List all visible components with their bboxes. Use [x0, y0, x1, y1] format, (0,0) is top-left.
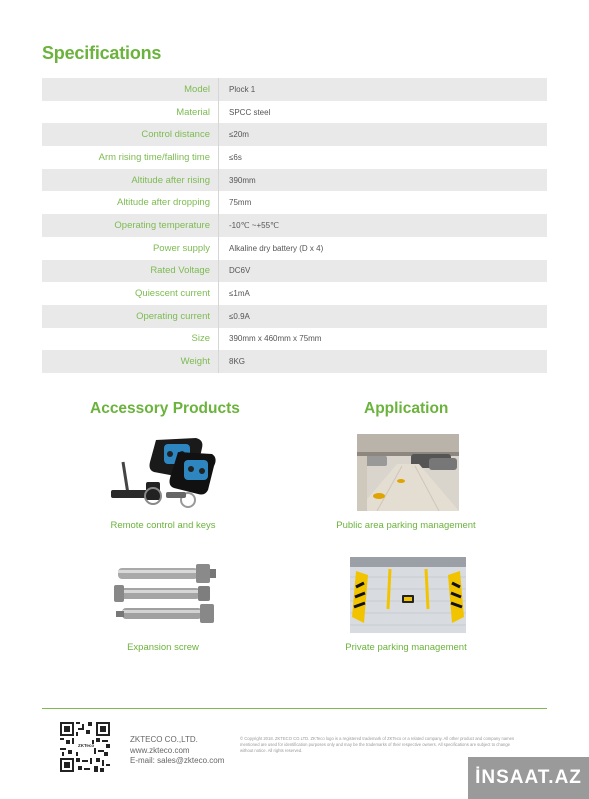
spec-label: Rated Voltage — [42, 260, 219, 283]
spec-value: ≤1mA — [229, 289, 250, 299]
spec-row — [42, 191, 547, 214]
public-parking-photo — [357, 434, 459, 511]
spec-label: Control distance — [42, 123, 219, 146]
remote-keys-caption: Remote control and keys — [110, 520, 216, 531]
spec-label: Weight — [42, 350, 219, 373]
spec-row — [42, 101, 547, 124]
private-parking-caption: Private parking management — [345, 642, 467, 653]
spec-label: Power supply — [42, 237, 219, 260]
spec-value: SPCC steel — [229, 107, 271, 117]
public-parking-caption: Public area parking management — [336, 520, 476, 531]
spec-value: 8KG — [229, 357, 246, 367]
private-parking-photo — [350, 557, 466, 633]
company-contact — [130, 735, 224, 767]
spec-label: Model — [42, 78, 219, 101]
spec-label: Operating current — [42, 305, 219, 328]
spec-value: 390mm x 460mm x 75mm — [229, 334, 322, 344]
spec-row — [42, 78, 547, 101]
spec-value: ≤6s — [229, 152, 242, 162]
spec-value: 390mm — [229, 175, 256, 185]
spec-row — [42, 282, 547, 305]
legal-notice — [240, 736, 530, 754]
company-email[interactable]: E-mail: sales@zkteco.com — [130, 756, 225, 765]
spec-table — [42, 78, 547, 373]
watermark: İNSAAT.AZ — [468, 757, 589, 799]
expansion-screw-caption: Expansion screw — [127, 642, 199, 653]
legal-line: mentioned are used for identification purposes only and may be the trademarks of their respective owners. All specifications are subject to change — [240, 742, 511, 747]
spec-row — [42, 169, 547, 192]
accessory-heading: Accessory Products — [90, 400, 240, 417]
spec-value: ≤20m — [229, 130, 249, 140]
spec-row — [42, 350, 547, 373]
company-website[interactable]: www.zkteco.com — [130, 745, 190, 755]
spec-value: -10℃ ~+55℃ — [229, 220, 279, 230]
spec-label: Altitude after rising — [42, 169, 219, 192]
spec-title: Specifications — [42, 43, 162, 63]
footer-divider — [42, 708, 547, 709]
qr-code — [60, 722, 110, 772]
legal-line: without notice. All rights reserved. — [240, 748, 303, 753]
legal-line: © Copyright 2018. ZKTECO CO.LTD. ZKTeco logo is a registered trademark of ZKTeco or a related company. All other product and company names — [240, 736, 515, 741]
spec-value: Alkaline dry battery (D x 4) — [229, 243, 324, 253]
spec-row — [42, 237, 547, 260]
spec-row — [42, 305, 547, 328]
spec-row — [42, 123, 547, 146]
spec-label: Material — [42, 101, 219, 124]
spec-label: Operating temperature — [42, 214, 219, 237]
spec-value: ≤0.9A — [229, 311, 250, 321]
spec-row — [42, 260, 547, 283]
spec-label: Arm rising time/falling time — [42, 146, 219, 169]
spec-row — [42, 146, 547, 169]
qr-logo-label: ZKTeco — [78, 743, 95, 748]
spec-value: DC6V — [229, 266, 251, 276]
spec-label: Size — [42, 328, 219, 351]
spec-value: Plock 1 — [229, 84, 256, 94]
company-name: ZKTECO CO.,LTD. — [130, 735, 198, 744]
spec-row — [42, 214, 547, 237]
spec-label: Quiescent current — [42, 282, 219, 305]
application-heading: Application — [364, 400, 449, 417]
spec-label: Altitude after dropping — [42, 191, 219, 214]
spec-row — [42, 328, 547, 351]
remote-keys-photo — [108, 432, 218, 510]
spec-value: 75mm — [229, 198, 252, 208]
expansion-screws-photo — [110, 560, 220, 632]
